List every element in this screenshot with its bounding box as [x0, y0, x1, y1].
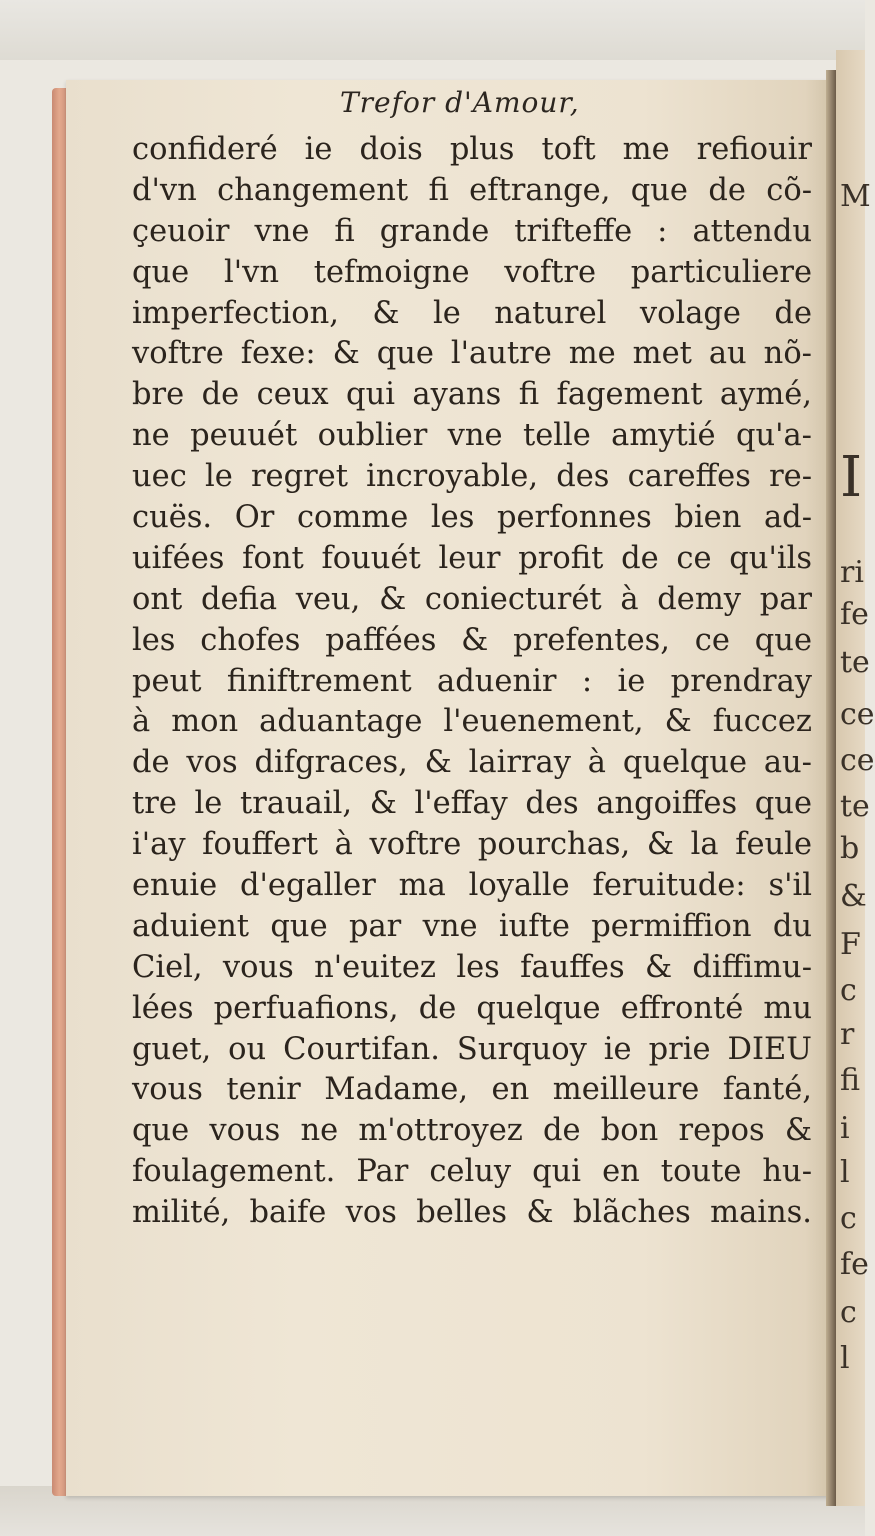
text-line: les chofes paffées & prefentes, ce que [132, 622, 812, 658]
body-text [132, 130, 812, 1234]
facing-page [836, 50, 875, 1506]
text-line: peut finiftrement aduenir : ie prendray [132, 663, 812, 699]
text-line: lées perfuafions, de quelque effronté mu [132, 990, 812, 1026]
text-line: uifées font fouuét leur profit de ce qu'ils [132, 540, 812, 576]
text-line: vous tenir Madame, en meilleure fanté, [132, 1072, 812, 1108]
text-line: enuie d'egaller ma loyalle feruitude: s'il [132, 868, 812, 904]
text-line: confideré ie dois plus toft me refiouir [132, 132, 812, 167]
facing-page-fragment: fe [840, 597, 869, 632]
text-line: que l'vn tefmoigne voftre particuliere [132, 254, 812, 290]
text-line: imperfection, & le naturel volage de [132, 295, 812, 331]
text-line: guet, ou Courtifan. Surquoy ie prie DIEU [132, 1031, 812, 1067]
facing-page-fragment: & [840, 879, 867, 914]
facing-page-fragment: l [840, 1155, 850, 1190]
facing-page-fragment: te [840, 645, 870, 680]
text-line: i'ay fouffert à voftre pourchas, & la feule [132, 827, 812, 863]
facing-page-fragment: fi [840, 1063, 861, 1098]
facing-page-fragment: M [840, 179, 871, 214]
running-head: Trefor d'Amour, [340, 86, 580, 119]
text-line: ne peuuét oublier vne telle amytié qu'a- [132, 418, 812, 454]
text-line: ont defia veu, & conie​cturét à demy par [132, 581, 812, 617]
text-line: d'vn changement fi eftrange, que de cõ- [132, 172, 812, 208]
facing-page-fragment: ri [840, 555, 864, 590]
text-line: que vous ne m'ottroyez de bon repos & [132, 1113, 812, 1149]
facing-page-fragment: I [840, 445, 863, 510]
facing-page-fragment: i [840, 1111, 850, 1146]
facing-page-fragment: r [840, 1017, 855, 1052]
facing-page-fragment: b [840, 831, 860, 866]
facing-page-fragment: ce [840, 743, 875, 778]
text-line: de vos difgraces, & lairray à quelque au- [132, 745, 812, 781]
text-line: bre de ceux qui ayans fi fagement aymé, [132, 377, 812, 413]
facing-page-fragment: c [840, 973, 857, 1008]
text-line: à mon aduantage l'euenement, & fuccez [132, 704, 812, 740]
facing-page-fragment: fe [840, 1247, 869, 1282]
facing-page-fragment: ce [840, 697, 875, 732]
text-line: voftre fexe: & que l'autre me met au nõ- [132, 336, 812, 372]
facing-page-fragment: te [840, 789, 870, 824]
text-line: aduient que par vne iufte permiffion du [132, 908, 812, 944]
facing-page-fragment: c [840, 1295, 857, 1330]
text-line: milité, baife vos belles & blãches mains. [132, 1195, 812, 1231]
text-line: Ciel, vous n'euitez les fauffes & diffimu- [132, 949, 812, 985]
text-line: foulagement. Par celuy qui en toute hu- [132, 1154, 812, 1190]
text-line: tre le trauail, & l'effay des angoiffes que [132, 786, 812, 822]
background-top [0, 0, 865, 60]
facing-page-fragment: l [840, 1341, 850, 1376]
facing-page-fragment: F [840, 927, 861, 962]
text-line: çeuoir vne fi grande trifteffe : attendu [132, 213, 812, 249]
text-line: uec le regret incroyable, des careffes re- [132, 459, 812, 495]
facing-page-fragment: c [840, 1201, 857, 1236]
text-line: cuës. Or comme les perfonnes bien ad- [132, 500, 812, 536]
